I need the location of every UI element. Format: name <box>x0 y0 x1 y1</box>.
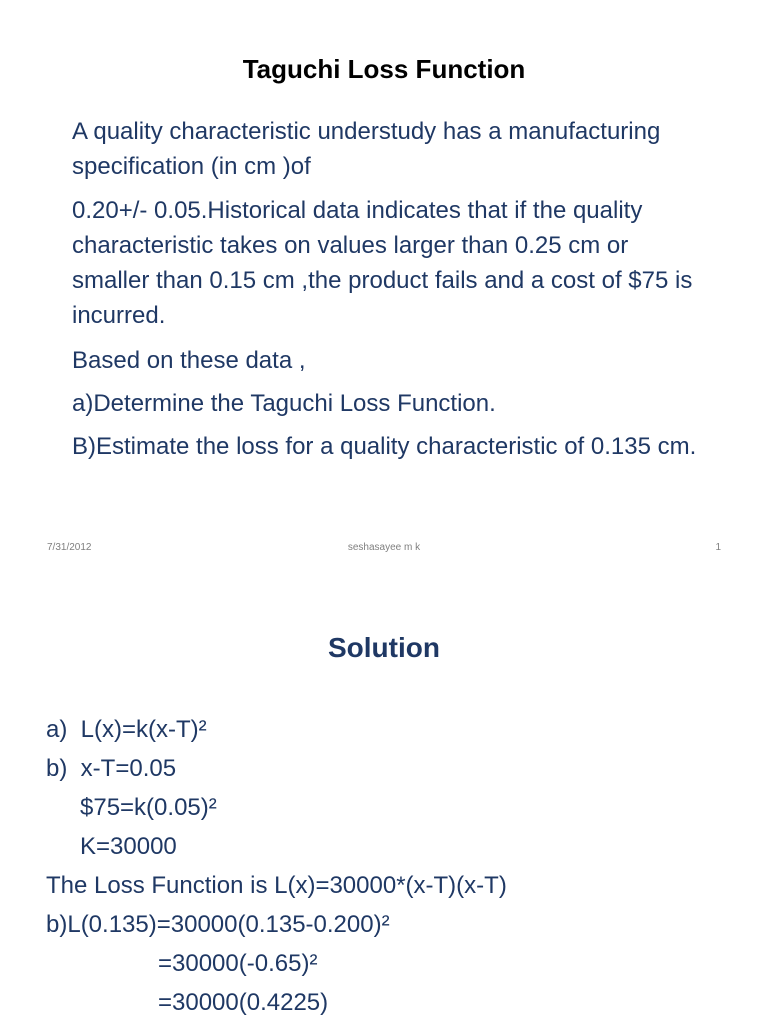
solution-line-7: =30000(-0.65)² <box>158 950 318 977</box>
problem-paragraph-3: Based on these data , <box>72 347 306 374</box>
solution-line-4: K=30000 <box>80 833 177 860</box>
solution-line-1: a) L(x)=k(x-T)² <box>46 716 207 743</box>
slide-title: Taguchi Loss Function <box>242 54 526 84</box>
problem-paragraph-2: 0.20+/- 0.05.Historical data indicates that if the quality characteristic takes on values larger than 0.25 cm or smaller than 0.15 cm ,the product fails and a cost of $75 is incurred. <box>72 197 693 329</box>
footer-date: 7/31/2012 <box>47 542 92 553</box>
problem-paragraph-1: A quality characteristic understudy has a manufacturing specification (in cm )of <box>72 118 661 180</box>
problem-paragraph-4: a)Determine the Taguchi Loss Function. <box>72 390 496 417</box>
solution-line-5: The Loss Function is L(x)=30000*(x-T)(x-T) <box>46 872 507 899</box>
problem-paragraph-5: B)Estimate the loss for a quality characteristic of 0.135 cm. <box>72 433 697 460</box>
slide-2 <box>0 565 768 1024</box>
slide-title: Solution <box>328 632 440 663</box>
solution-line-6: b)L(0.135)=30000(0.135-0.200)² <box>46 911 390 938</box>
footer-page-number: 1 <box>715 542 721 553</box>
solution-line-2: b) x-T=0.05 <box>46 755 177 782</box>
footer-author: seshasayee m k <box>347 542 421 553</box>
solution-line-3: $75=k(0.05)² <box>80 794 217 821</box>
solution-line-8: =30000(0.4225) <box>158 989 329 1016</box>
